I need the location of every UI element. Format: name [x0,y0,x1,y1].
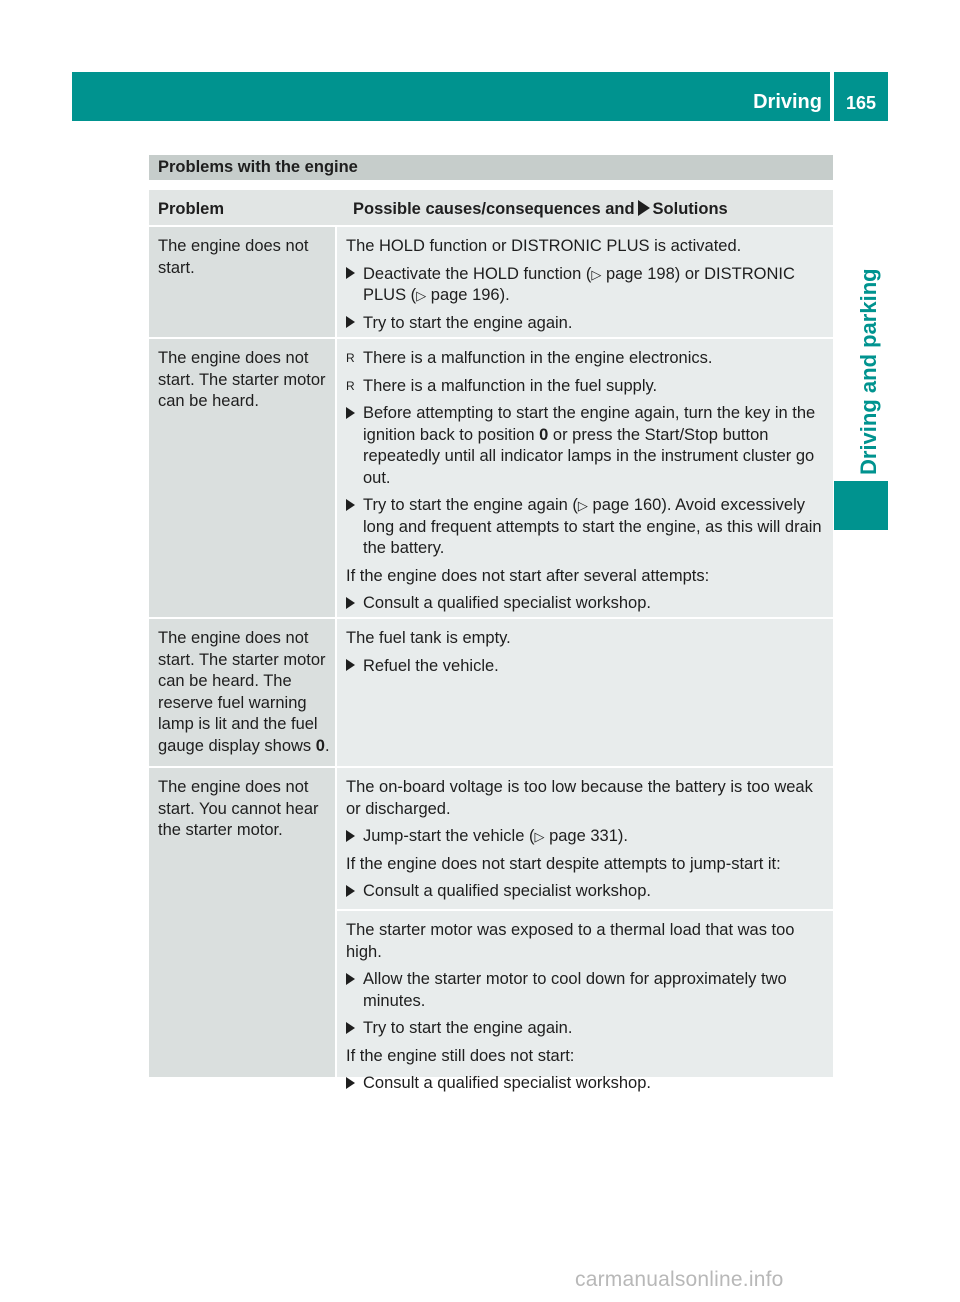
problem-cell: The engine does not start. [149,227,335,337]
action-arrow-icon [346,830,355,842]
action-arrow-icon [346,973,355,985]
table-title: Problems with the engine [149,155,833,180]
action-item: Try to start the engine again. [346,313,827,335]
solution-cell [337,227,833,337]
solution-cell [337,768,833,909]
table-header-row [149,190,833,225]
action-arrow-icon [346,499,355,511]
action-item: Try to start the engine again (▷ page 160). Avoid excessively long and frequent attempts to start the engine, as this will drain the battery. [346,495,827,560]
table-row [149,619,833,766]
page-number: 165 [845,93,877,113]
solution-cell [337,339,833,617]
bullet-item: R There is a malfunction in the engine electronics. [346,348,827,370]
section-title: Driving [753,91,822,113]
chapter-marker [834,481,888,530]
action-item: Allow the starter motor to cool down for approximately two minutes. [346,969,827,1012]
cause-text: If the engine does not start after several attempts: [346,566,710,585]
chapter-side-label: Driving and parking [856,268,881,475]
action-item: Jump-start the vehicle (▷ page 331). [346,826,827,848]
problem-cell: The engine does not start. The starter motor can be heard. [149,339,335,617]
action-item: Consult a qualified specialist workshop. [346,593,827,615]
page-ref-icon: ▷ [577,498,588,513]
action-arrow-icon [346,1077,355,1089]
page-ref-icon: ▷ [416,288,427,303]
action-arrow-icon [346,407,355,419]
action-item: Consult a qualified specialist workshop. [346,1073,827,1095]
action-arrow-icon [346,885,355,897]
table-row [149,339,833,617]
problem-column-header: Problem [158,200,225,218]
bullet-icon: R [346,378,355,393]
action-item: Before attempting to start the engine again, turn the key in the ignition back to position 0 or press the Start/Stop button repeatedly until all indicator lamps in the instrument cluster go out. [346,403,827,489]
solution-cell [337,911,833,1092]
cause-text: The HOLD function or DISTRONIC PLUS is activated. [346,237,742,255]
watermark: carmanualsonline.info [575,1268,784,1291]
cause-text: The fuel tank is empty. [346,629,511,647]
action-item: Consult a qualified specialist workshop. [346,881,827,903]
bullet-icon: R [346,351,355,365]
page-ref-icon: ▷ [534,829,545,844]
action-item: Refuel the vehicle. [346,656,827,678]
action-item: Deactivate the HOLD function (▷ page 198) or DISTRONIC PLUS (▷ page 196). [346,264,827,307]
solutions-column-header: Possible causes/consequences and Solutions [353,200,728,218]
cause-text: If the engine does not start despite attempts to jump-start it: [346,854,781,873]
header-bar [72,72,830,121]
action-arrow-icon [346,1022,355,1034]
problems-table [149,155,833,1092]
action-item: Try to start the engine again. [346,1018,827,1040]
cause-text: The starter motor was exposed to a thermal load that was too high. [346,921,795,961]
action-arrow-icon [346,597,355,609]
cause-text: If the engine still does not start: [346,1046,575,1065]
solution-cell [337,619,833,766]
page-ref-icon: ▷ [591,266,602,282]
bullet-item: R There is a malfunction in the fuel supply. [346,376,827,398]
table-row [149,768,833,1092]
cause-text: The on-board voltage is too low because the battery is too weak or discharged. [346,778,813,818]
problem-cell: The engine does not start. You cannot hear the starter motor. [149,768,335,1077]
action-arrow-icon [346,316,355,328]
action-arrow-icon [346,659,355,671]
problem-cell: The engine does not start. The starter motor can be heard. The reserve fuel warning lamp is lit and the fuel gauge display shows 0. [149,619,335,766]
action-arrow-icon [638,200,650,216]
action-arrow-icon [346,267,355,279]
table-row [149,227,833,337]
